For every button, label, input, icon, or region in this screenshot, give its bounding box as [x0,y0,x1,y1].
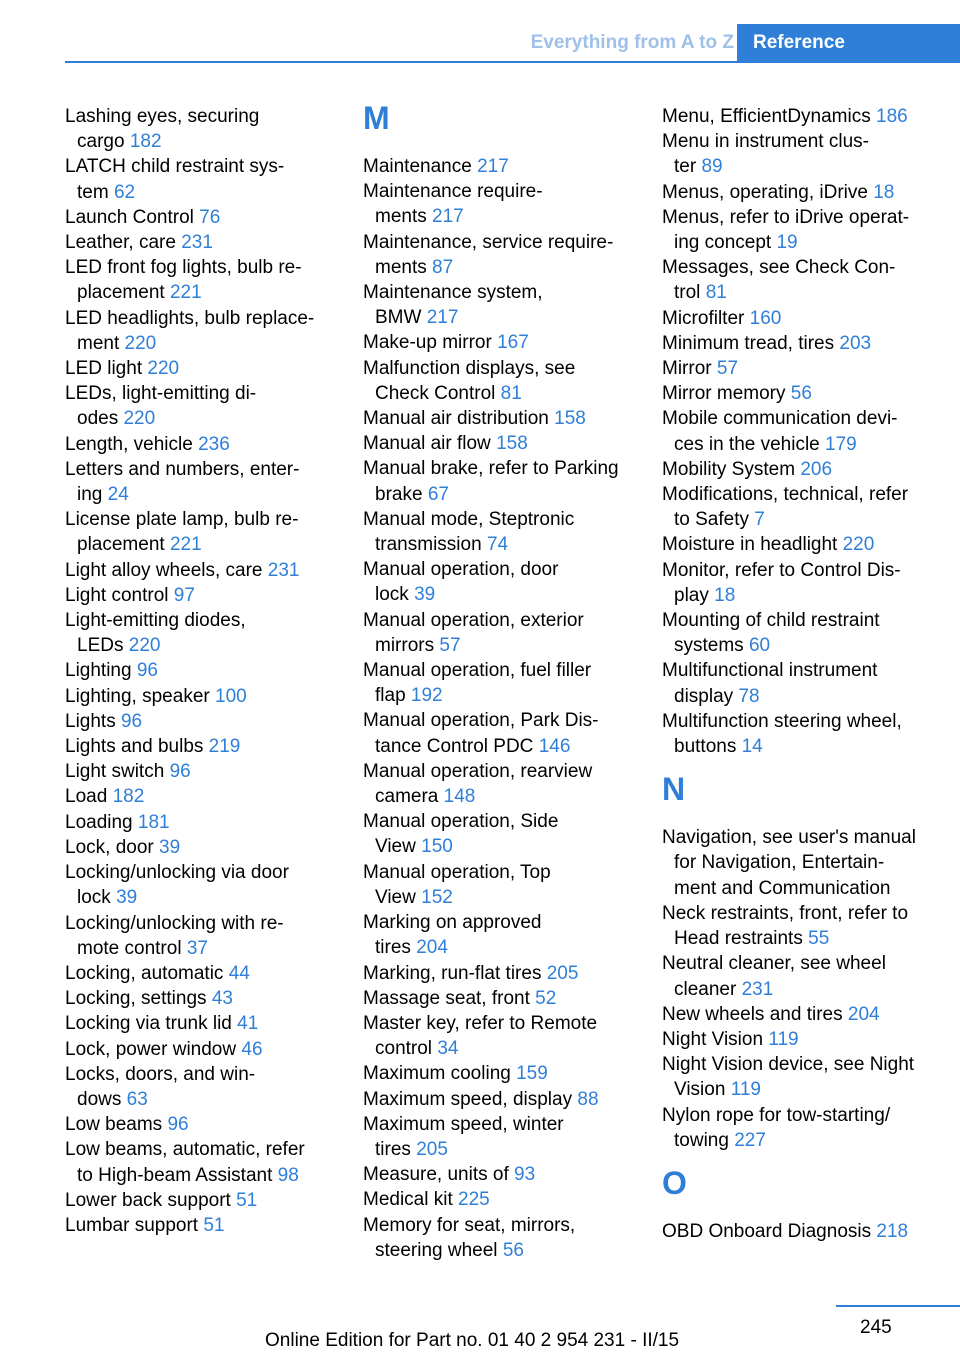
index-entry-text: Menus, operating, iDrive [662,181,868,203]
index-page-link[interactable]: 96 [136,660,158,682]
index-page-link[interactable]: 43 [211,988,233,1010]
index-page-link[interactable]: 97 [173,584,195,606]
index-page-link[interactable]: 39 [159,836,181,858]
index-entry [662,255,960,305]
index-page-link[interactable]: 18 [714,584,736,606]
index-page-link[interactable]: 37 [186,937,208,959]
index-page-link[interactable]: 231 [267,559,300,581]
index-page-link[interactable]: 181 [137,811,170,833]
index-page-link[interactable]: 19 [776,232,798,254]
index-page-link[interactable]: 217 [426,307,459,329]
index-entry [65,507,350,557]
index-entry [363,910,648,960]
index-entry [65,205,350,230]
index-page-link[interactable]: 81 [500,382,522,404]
index-entry [363,809,648,859]
index-page-link[interactable]: 89 [701,156,723,178]
index-entry [662,901,960,951]
index-page-link[interactable]: 231 [181,232,213,254]
index-entry [363,961,648,986]
index-entry-text: Manual operation, Park Dis- tance Control PDC [363,710,599,757]
index-page-link[interactable]: 78 [738,685,760,707]
index-entry [363,179,648,229]
index-page-link[interactable]: 63 [126,1088,148,1110]
index-entry-text: Manual operation, exterior mirrors [363,609,584,656]
index-entry-text: Launch Control [65,206,194,228]
index-page-link[interactable]: 51 [203,1214,225,1236]
index-entry-text: Lights and bulbs [65,736,204,758]
index-page-link[interactable]: 217 [432,206,464,228]
index-column-2 [363,100,648,1263]
index-page-link[interactable]: 203 [839,332,872,354]
index-entry-text: Lighting [65,660,132,682]
index-entry-text: Lock, power window [65,1038,237,1060]
index-entry-text: Length, vehicle [65,433,193,455]
index-entry-text: Lower back support [65,1189,231,1211]
index-entry-text: Light alloy wheels, care [65,559,263,581]
index-entry-text: Moisture in headlight [662,534,838,556]
index-entry [65,784,350,809]
index-entry-text: Maximum speed, winter tires [363,1113,564,1160]
index-entry [65,381,350,431]
index-page-link[interactable]: 41 [237,1013,259,1035]
page-number: 245 [860,1317,892,1338]
index-entry-text: Lock, door [65,836,154,858]
index-entry-text: Locking/unlocking via door lock [65,862,289,909]
index-entry-text: Massage seat, front [363,987,530,1009]
index-entry-text: Malfunction displays, see Check Control [363,357,576,404]
index-column-1 [65,104,350,1238]
index-entry [65,432,350,457]
index-entry [662,104,960,129]
index-entry [65,986,350,1011]
index-entry-text: Lashing eyes, securing cargo [65,106,260,153]
index-entry-text: Mobility System [662,458,796,480]
index-entry-text: Modifications, technical, refer to Safety [662,484,909,531]
index-letter-heading: O [662,1164,687,1201]
index-entry [363,1162,648,1187]
index-entry [65,230,350,255]
index-entry [363,708,648,758]
index-entry [65,961,350,986]
index-page-link[interactable]: 182 [129,131,162,153]
index-page-link[interactable]: 88 [577,1088,599,1110]
index-entry [662,331,960,356]
index-entry-text: Neutral cleaner, see wheel cleaner [662,953,886,1000]
index-entry [65,658,350,683]
index-page-link[interactable]: 56 [790,383,812,405]
index-entry-text: License plate lamp, bulb re- placement [65,509,299,556]
index-entry [363,406,648,431]
index-page-link[interactable]: 60 [748,635,771,657]
index-entry [363,1187,648,1212]
index-page-link[interactable]: 220 [128,635,161,657]
index-entry [662,180,960,205]
index-page-link[interactable]: 39 [116,887,138,909]
index-entry-text: Marking, run-flat tires [363,962,542,984]
index-page-link[interactable]: 67 [427,483,449,505]
index-page-link[interactable]: 57 [439,634,461,656]
index-entry [662,406,960,456]
index-column-3 [662,104,960,1244]
index-entry [662,1002,960,1027]
index-entry [65,608,350,658]
index-entry-text: Manual operation, rearview camera [363,760,593,808]
index-page-link[interactable]: 96 [169,761,191,783]
index-page-link[interactable]: 218 [876,1220,909,1242]
index-entry [363,1112,648,1162]
index-page-link[interactable]: 182 [112,786,145,808]
index-entry [65,734,350,759]
index-entry [65,1011,350,1036]
index-page-link[interactable]: 81 [705,282,727,304]
index-entry-text: Mounting of child restraint systems [662,610,880,657]
index-entry-text: Night Vision [662,1028,764,1050]
index-page-link[interactable]: 206 [800,458,833,480]
edition-note: Online Edition for Part no. 01 40 2 954 231 - II/15 [265,1330,680,1351]
index-page-link[interactable]: 87 [432,256,454,278]
index-entry [662,658,960,708]
index-entry-text: Letters and numbers, enter- ing [65,458,300,506]
index-entry-text: LED light [65,358,143,380]
index-entry [65,1213,350,1238]
index-page-link[interactable]: 119 [768,1028,799,1050]
index-entry-text: Locking, settings [65,988,207,1010]
index-entry [662,709,960,759]
index-entry-text: Memory for seat, mirrors, steering wheel [363,1214,576,1261]
index-entry-text: Navigation, see user's manual for Navigation, Entertain- ment and Communication [662,827,916,899]
index-entry [662,129,960,179]
index-entry-text: Night Vision device, see Night Vision [662,1054,915,1101]
index-page-link[interactable]: 93 [514,1164,536,1186]
index-entry [65,306,350,356]
index-entry-text: Maintenance system, BMW [363,282,543,329]
index-entry [662,482,960,532]
index-page-link[interactable]: 220 [147,358,180,380]
index-page-link[interactable]: 159 [516,1063,548,1085]
footer-divider [836,1305,960,1307]
index-entry-text: LED headlights, bulb replace- ment [65,307,315,354]
index-page-link[interactable]: 96 [167,1114,189,1136]
index-entry [65,1112,350,1137]
index-page-link[interactable]: 119 [730,1079,761,1101]
index-entry [363,986,648,1011]
index-page-link[interactable]: 192 [410,685,443,707]
index-entry [65,835,350,860]
index-entry [65,558,350,583]
index-entry-text: Manual air flow [363,433,491,455]
index-entry-text: Light control [65,584,169,606]
index-entry [363,507,648,557]
index-page-link[interactable]: 148 [443,786,476,808]
index-entry [65,860,350,910]
index-entry-text: Maintenance require- ments [363,181,543,228]
index-page-link[interactable]: 220 [124,332,157,354]
index-entry-text: Lighting, speaker [65,685,210,707]
index-entry [363,557,648,607]
index-letter-heading: M [363,100,390,136]
index-entry-text: Manual mode, Steptronic transmission [363,508,575,556]
page-header [0,0,960,62]
index-entry-text: Leather, care [65,232,176,254]
index-entry [363,759,648,809]
header-tab-reference: Reference [737,24,960,62]
index-entry [662,558,960,608]
index-page-link[interactable]: 44 [228,962,250,984]
index-entry [363,330,648,355]
header-section-title: Everything from A to Z [530,32,734,53]
index-entry [65,1137,350,1187]
index-entry-text: Medical kit [363,1189,453,1211]
index-page-link[interactable]: 220 [842,534,875,556]
index-entry [65,583,350,608]
index-entry-text: Manual brake, refer to Parking brake [363,458,619,505]
index-entry-text: Load [65,786,108,808]
index-entry [662,457,960,482]
index-page-link[interactable]: 100 [215,685,247,707]
index-page-link[interactable]: 56 [502,1239,524,1261]
index-page-link[interactable]: 18 [873,181,895,203]
index-entry [662,356,960,381]
index-entry-text: Maintenance [363,156,472,177]
index-page-link[interactable]: 46 [241,1038,263,1060]
index-entry-text: Mobile communication devi- ces in the vehicle [662,408,898,455]
index-page-link[interactable]: 51 [236,1189,258,1211]
index-entry-text: Locking, automatic [65,962,224,984]
index-entry-text: Multifunctional instrument display [662,660,878,707]
index-entry-text: Loading [65,811,133,833]
index-entry-text: Light switch [65,761,165,783]
index-entry-text: Multifunction steering wheel, buttons [662,710,902,758]
index-entry-text: Marking on approved tires [363,912,542,959]
index-entry-text: Locking/unlocking with re- mote control [65,912,284,959]
index-entry-text: Neck restraints, front, refer to Head restraints [662,902,909,950]
index-entry-text: Menu in instrument clus- ter [662,131,869,178]
index-entry [65,255,350,305]
index-entry-text: Lights [65,710,116,732]
index-entry-text: Locking via trunk lid [65,1013,232,1035]
index-entry [662,608,960,658]
index-page-link[interactable]: 146 [538,735,571,757]
index-page-link[interactable]: 205 [416,1138,448,1160]
index-entry-text: Low beams [65,1114,163,1136]
index-entry [662,532,960,557]
index-entry [65,356,350,381]
index-entry-text: Nylon rope for tow-starting/ towing [662,1104,891,1151]
index-page-link[interactable]: 76 [199,206,221,228]
index-entry-text: Maintenance, service require- ments [363,231,614,278]
index-entry-text: Microfilter [662,307,745,329]
index-page-link[interactable]: 160 [749,307,782,329]
index-entry [662,1103,960,1153]
index-letter-heading: N [662,771,686,808]
index-entry-text: Mirror [662,358,712,380]
index-page-link[interactable]: 186 [876,106,908,127]
index-entry-text: Light-emitting diodes, LEDs [65,610,246,657]
index-entry-text: Locks, doors, and win- dows [65,1063,256,1110]
index-entry [65,810,350,835]
index-page-link[interactable]: 158 [496,433,528,455]
index-page-link[interactable]: 34 [437,1038,459,1060]
index-entry [363,860,648,910]
index-entry [65,1188,350,1213]
index-page-link[interactable]: 74 [486,534,509,556]
index-page-link[interactable]: 158 [554,408,586,430]
index-page-link[interactable]: 227 [734,1129,766,1151]
index-page-link[interactable]: 52 [535,987,557,1009]
index-page-link[interactable]: 39 [414,584,436,606]
index-entry [662,951,960,1001]
index-entry [65,911,350,961]
index-entry [662,1027,960,1052]
index-entry-text: LATCH child restraint sys- tem [65,156,285,203]
index-entry-text: Low beams, automatic, refer to High-beam Assistant [65,1139,305,1186]
index-entry-text: Mirror memory [662,383,786,405]
index-page-link[interactable]: 57 [716,358,739,380]
index-entry [363,154,648,179]
index-entry [65,1062,350,1112]
index-entry-text: Manual air distribution [363,408,549,430]
index-entry-text: Manual operation, Side View [363,811,559,858]
index-entry [662,1052,960,1102]
index-entry-text: Minimum tread, tires [662,332,835,354]
header-divider [65,61,960,63]
index-entry [363,230,648,280]
index-entry-text: Manual operation, Top View [363,861,551,908]
index-page-link[interactable]: 150 [421,836,453,858]
index-entry [662,1219,960,1244]
index-page-link[interactable]: 219 [208,736,241,758]
index-entry-text: Messages, see Check Con- trol [662,257,896,304]
index-entry [662,205,960,255]
index-entry [65,154,350,204]
index-entry [65,759,350,784]
index-entry-text: Measure, units of [363,1164,509,1186]
index-entry-text: New wheels and tires [662,1003,843,1025]
index-page-link[interactable]: 14 [741,736,763,758]
index-entry [363,1213,648,1263]
index-entry-text: Lumbar support [65,1214,199,1236]
index-entry-text: Maximum cooling [363,1063,511,1085]
index-entry-text: Manual operation, fuel filler flap [363,660,592,707]
index-entry [65,684,350,709]
index-entry-text: Monitor, refer to Control Dis- play [662,559,901,606]
index-entry [662,381,960,406]
index-entry-text: Master key, refer to Remote control [363,1012,598,1060]
index-page-link[interactable]: 179 [825,433,857,455]
index-entry [662,306,960,331]
index-page-link[interactable]: 220 [123,408,156,430]
index-entry [363,431,648,456]
index-page-link[interactable]: 236 [198,433,230,455]
index-entry [363,356,648,406]
index-entry [363,1061,648,1086]
index-page-link[interactable]: 204 [847,1003,880,1025]
index-page-link[interactable]: 231 [741,978,774,1000]
index-page-link[interactable]: 225 [458,1189,490,1211]
index-page-link[interactable]: 7 [754,509,765,531]
index-page-link[interactable]: 152 [421,886,453,908]
index-entry-text: Make-up mirror [363,332,492,354]
index-entry-text: Menus, refer to iDrive operat- ing concept [662,206,910,254]
index-entry-text: OBD Onboard Diagnosis [662,1220,872,1242]
index-page-link[interactable]: 217 [477,156,509,177]
index-entry [65,1037,350,1062]
index-page-link[interactable]: 96 [120,710,143,732]
index-entry [363,1087,648,1112]
index-page-link[interactable]: 204 [416,937,448,959]
index-entry [363,658,648,708]
index-page-link[interactable]: 55 [808,928,830,950]
index-page-link[interactable]: 167 [497,332,529,354]
index-entry-text: Menu, EfficientDynamics [662,106,871,127]
index-entry [662,825,960,901]
index-entry [363,280,648,330]
index-page-link[interactable]: 98 [277,1164,299,1186]
index-entry-text: LEDs, light-emitting di- odes [65,383,257,430]
index-entry-text: LED front fog lights, bulb re- placement [65,257,302,304]
index-entry [65,709,350,734]
index-entry [65,457,350,507]
index-page-link[interactable]: 221 [169,282,202,304]
index-entry [363,608,648,658]
index-entry [363,1011,648,1061]
index-page-link[interactable]: 205 [546,962,579,984]
index-page-link[interactable]: 62 [113,181,136,203]
index-page-link[interactable]: 24 [107,484,129,506]
index-entry-text: Manual operation, door lock [363,559,559,606]
index-entry-text: Maximum speed, display [363,1088,573,1110]
index-page-link[interactable]: 221 [169,534,202,556]
index-entry [363,456,648,506]
index-entry [65,104,350,154]
